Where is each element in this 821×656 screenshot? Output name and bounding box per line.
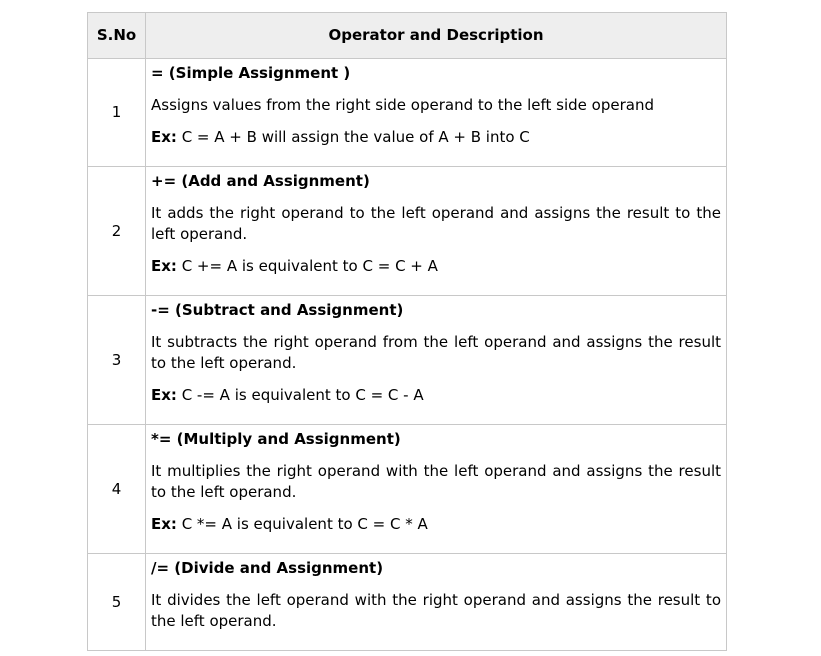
operators-table: [87, 12, 727, 651]
table-header-row: [88, 13, 727, 59]
operator-title: /= (Divide and Assignment): [151, 559, 384, 577]
header-operator: Operator and Description: [146, 13, 727, 59]
operator-example: [151, 256, 721, 277]
example-text: C *= A is equivalent to C = C * A: [176, 515, 428, 533]
example-label: Ex:: [151, 128, 177, 146]
row-description: [146, 296, 727, 425]
operator-desc: It subtracts the right operand from the left operand and assigns the result to the left operand.: [151, 333, 721, 372]
row-number: 3: [88, 296, 146, 425]
operator-title: *= (Multiply and Assignment): [151, 430, 401, 448]
row-number: 5: [88, 554, 146, 651]
operator-title: = (Simple Assignment ): [151, 64, 351, 82]
table-row: [88, 425, 727, 554]
operator-desc: It adds the right operand to the left operand and assigns the result to the left operand.: [151, 204, 721, 243]
example-label: Ex:: [151, 515, 177, 533]
table-row: [88, 59, 727, 167]
example-label: Ex:: [151, 257, 177, 275]
operator-title: -= (Subtract and Assignment): [151, 301, 404, 319]
operator-example: [151, 385, 721, 406]
row-number: 1: [88, 59, 146, 167]
row-description: [146, 425, 727, 554]
example-text: C += A is equivalent to C = C + A: [176, 257, 438, 275]
operator-title: += (Add and Assignment): [151, 172, 370, 190]
table-row: [88, 554, 727, 651]
operator-example: [151, 514, 721, 535]
example-text: C -= A is equivalent to C = C - A: [176, 386, 424, 404]
operator-desc: It multiplies the right operand with the left operand and assigns the result to the left operand.: [151, 462, 721, 501]
table-row: [88, 167, 727, 296]
example-label: Ex:: [151, 386, 177, 404]
operator-desc: It divides the left operand with the right operand and assigns the result to the left operand.: [151, 591, 721, 630]
operator-desc: Assigns values from the right side operand to the left side operand: [151, 96, 654, 114]
row-description: [146, 59, 727, 167]
row-description: [146, 554, 727, 651]
row-number: 4: [88, 425, 146, 554]
table-row: [88, 296, 727, 425]
operator-example: [151, 127, 721, 148]
row-number: 2: [88, 167, 146, 296]
header-sno: S.No: [88, 13, 146, 59]
row-description: [146, 167, 727, 296]
example-text: C = A + B will assign the value of A + B into C: [176, 128, 530, 146]
